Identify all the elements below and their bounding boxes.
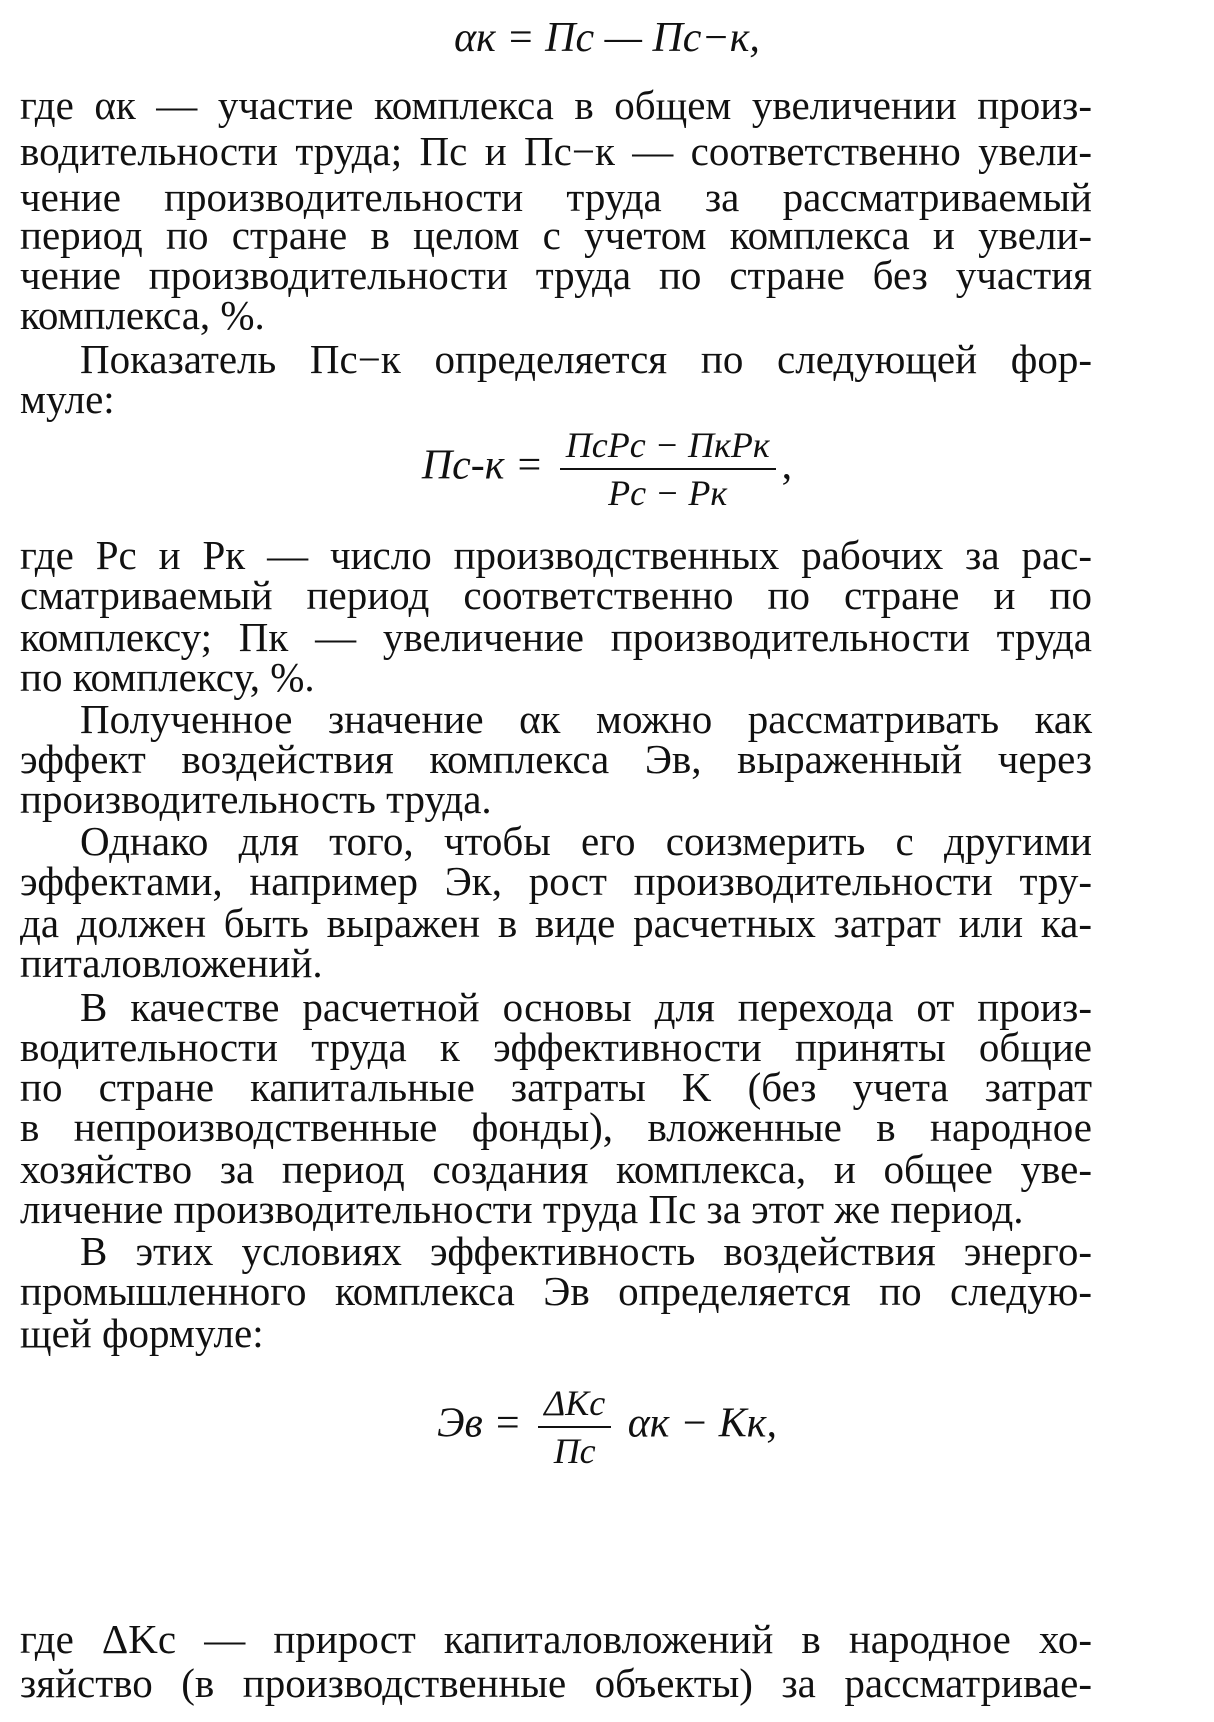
text-line: производительность труда. [20,776,492,822]
text-line: по комплексу, %. [20,654,315,700]
text-line: В этих условиях эффективность воздействия энерго- [80,1228,1092,1274]
text-line: период по стране в целом с учетом комплекса и увели- [20,212,1092,258]
formula-lhs: Пс-к = [421,442,544,489]
text-line: питаловложений. [20,940,323,986]
text-line: да должен быть выражен в виде расчетных затрат или ка- [20,900,1092,946]
text-line: муле: [20,376,115,422]
formula-participation [0,14,1214,62]
formula-productivity-without-complex [0,424,1214,514]
formula-tail: αк − Kк, [627,1400,777,1447]
text-line: Показатель Пс−к определяется по следующей фор- [80,336,1092,382]
text-line: личение производительности труда Пс за этот же период. [20,1186,1024,1232]
text-line: водительности труда; Пс и Пс−к — соответственно увели- [20,128,1092,174]
text-line: где ΔKс — прирост капиталовложений в народное хо- [20,1616,1092,1662]
text-line: комплекса, %. [20,292,265,338]
fraction-denominator: Пс [553,1431,596,1471]
fraction-numerator: ПсPс − ПкPк [560,424,776,470]
text-line: в непроизводственные фонды), вложенные в народное [20,1104,1092,1150]
fraction-denominator: Pс − Pк [608,473,728,513]
text-line: Полученное значение αк можно рассматривать как [80,696,1092,742]
text-line: щей формуле: [20,1310,264,1356]
formula-fraction [538,1382,611,1472]
text-line: хозяйство за период создания комплекса, и общее уве- [20,1146,1092,1192]
text-line: водительности труда к эффективности приняты общие [20,1024,1092,1070]
text-line: сматриваемый период соответственно по стране и по [20,572,1092,618]
formula-effect-of-complex [0,1382,1214,1472]
formula-fraction [560,424,776,514]
text-line: чение производительности труда по стране без участия [20,252,1092,298]
text-line: зяйство (в производственные объекты) за рассматривае- [20,1660,1092,1706]
text-line: по стране капитальные затраты K (без учета затрат [20,1064,1092,1110]
text-line: Однако для того, чтобы его соизмерить с другими [80,818,1092,864]
fraction-numerator: ΔKс [538,1382,611,1428]
formula-tail: , [781,442,793,489]
text-line: где αк — участие комплекса в общем увеличении произ- [20,82,1092,128]
text-line: чение производительности труда за рассматриваемый [20,174,1092,220]
text-line: где Pс и Pк — число производственных рабочих за рас- [20,532,1092,578]
text-line: промышленного комплекса Эв определяется по следую- [20,1268,1092,1314]
text-line: эффект воздействия комплекса Эв, выраженный через [20,736,1092,782]
formula-lhs: Эв = [437,1400,522,1447]
text-line: эффектами, например Эк, рост производительности тру- [20,858,1092,904]
text-line: комплексу; Пк — увеличение производительности труда [20,614,1092,660]
text-line: В качестве расчетной основы для перехода от произ- [80,984,1092,1030]
formula-text: αк = Пс — Пс−к, [454,15,760,61]
